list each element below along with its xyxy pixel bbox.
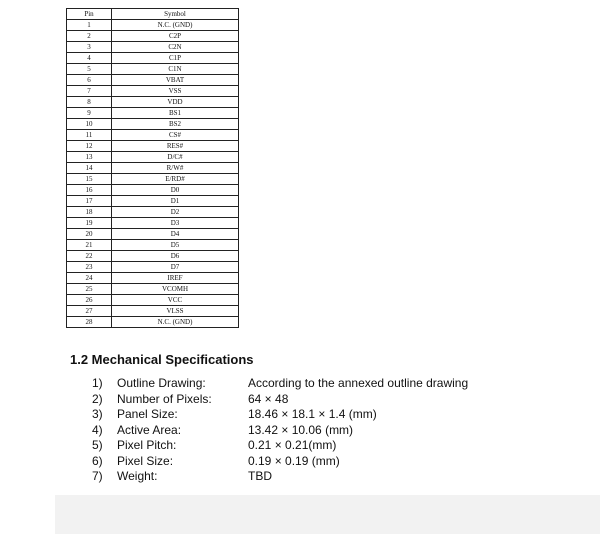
pin-symbol-cell: VSS [112,86,239,97]
pin-symbol-cell: E/RD# [112,174,239,185]
table-row [67,306,239,317]
spec-value: 18.46 × 18.1 × 1.4 (mm) [248,407,377,421]
spec-number: 5) [92,438,103,452]
table-row [67,207,239,218]
pin-number-cell: 14 [67,163,112,174]
pin-symbol-cell: D/C# [112,152,239,163]
pin-table-body [67,20,239,328]
pin-number-cell: 4 [67,53,112,64]
pin-symbol-cell: VCC [112,295,239,306]
spec-value: According to the annexed outline drawing [248,376,469,390]
table-row [67,64,239,75]
pin-symbol-cell: VBAT [112,75,239,86]
list-item [92,438,468,454]
list-item [92,469,468,485]
pin-symbol-cell: C2P [112,31,239,42]
table-row [67,295,239,306]
table-row [67,163,239,174]
pin-number-cell: 15 [67,174,112,185]
spec-label: Weight: [117,469,158,483]
spec-value: 64 × 48 [248,391,289,406]
pin-symbol-cell: D7 [112,262,239,273]
pin-symbol-cell: RES# [112,141,239,152]
table-row [67,317,239,328]
pin-symbol-cell: C2N [112,42,239,53]
pin-number-cell: 10 [67,119,112,130]
spec-number: 7) [92,469,103,483]
pin-number-cell: 8 [67,97,112,108]
spec-number: 2) [92,391,103,406]
pin-number-cell: 19 [67,218,112,229]
section-title: 1.2 Mechanical Specifications [70,352,254,367]
pin-symbol-cell: D0 [112,185,239,196]
mechanical-spec-list [92,376,468,485]
list-item [92,407,468,423]
pin-symbol-cell: C1N [112,64,239,75]
pin-symbol-cell: BS2 [112,119,239,130]
spec-label: Outline Drawing: [117,376,206,390]
pin-number-cell: 25 [67,284,112,295]
table-row [67,75,239,86]
pin-number-cell: 26 [67,295,112,306]
pin-symbol-cell: D2 [112,207,239,218]
table-row [67,31,239,42]
spec-number: 3) [92,407,103,421]
pin-symbol-cell: N.C. (GND) [112,317,239,328]
table-row [67,53,239,64]
page-footer-band [55,495,600,534]
pin-number-cell: 2 [67,31,112,42]
table-row [67,108,239,119]
spec-label: Pixel Size: [117,453,174,468]
pin-number-cell: 18 [67,207,112,218]
pin-number-cell: 20 [67,229,112,240]
pin-symbol-cell: BS1 [112,108,239,119]
pin-symbol-cell: VCOMH [112,284,239,295]
spec-value: TBD [248,469,272,483]
table-row [67,240,239,251]
table-row [67,273,239,284]
table-row [67,152,239,163]
spec-number: 1) [92,376,103,390]
pin-number-cell: 7 [67,86,112,97]
pin-table [66,8,239,328]
pin-number-cell: 5 [67,64,112,75]
list-item [92,392,468,408]
spec-value: 13.42 × 10.06 (mm) [248,422,354,437]
spec-number: 4) [92,422,103,437]
spec-label: Panel Size: [117,407,178,421]
pin-number-cell: 27 [67,306,112,317]
table-row [67,130,239,141]
pin-number-cell: 13 [67,152,112,163]
pin-symbol-cell: VDD [112,97,239,108]
pin-symbol-cell: CS# [112,130,239,141]
list-item [92,454,468,470]
pin-number-cell: 3 [67,42,112,53]
table-row [67,97,239,108]
pin-number-cell: 9 [67,108,112,119]
table-row [67,20,239,31]
pin-number-cell: 12 [67,141,112,152]
table-row [67,196,239,207]
pin-symbol-cell: D6 [112,251,239,262]
spec-number: 6) [92,453,103,468]
pin-symbol-cell: VLSS [112,306,239,317]
pin-number-cell: 11 [67,130,112,141]
spec-value: 0.19 × 0.19 (mm) [248,453,340,468]
pin-symbol-cell: D1 [112,196,239,207]
pin-number-cell: 22 [67,251,112,262]
table-row [67,119,239,130]
table-row [67,141,239,152]
list-item [92,376,468,392]
pin-number-cell: 24 [67,273,112,284]
pin-symbol-cell: D5 [112,240,239,251]
pin-number-cell: 21 [67,240,112,251]
spec-label: Active Area: [117,422,182,437]
pin-column-header: Pin [67,9,112,20]
table-row [67,251,239,262]
spec-label: Pixel Pitch: [117,438,177,452]
pin-symbol-cell: IREF [112,273,239,284]
table-row [67,262,239,273]
table-row [67,229,239,240]
table-row [67,86,239,97]
pin-symbol-cell: C1P [112,53,239,64]
table-row [67,185,239,196]
pin-symbol-cell: R/W# [112,163,239,174]
spec-label: Number of Pixels: [117,391,212,406]
table-row [67,284,239,295]
pin-symbol-cell: N.C. (GND) [112,20,239,31]
pin-number-cell: 1 [67,20,112,31]
pin-number-cell: 16 [67,185,112,196]
pin-symbol-cell: D3 [112,218,239,229]
spec-value: 0.21 × 0.21(mm) [248,438,337,452]
symbol-column-header: Symbol [112,9,239,20]
pin-number-cell: 23 [67,262,112,273]
table-row [67,218,239,229]
table-row [67,42,239,53]
pin-number-cell: 28 [67,317,112,328]
list-item [92,423,468,439]
pin-number-cell: 17 [67,196,112,207]
pin-symbol-cell: D4 [112,229,239,240]
table-row [67,174,239,185]
pin-table-header-row [67,9,239,20]
pin-number-cell: 6 [67,75,112,86]
